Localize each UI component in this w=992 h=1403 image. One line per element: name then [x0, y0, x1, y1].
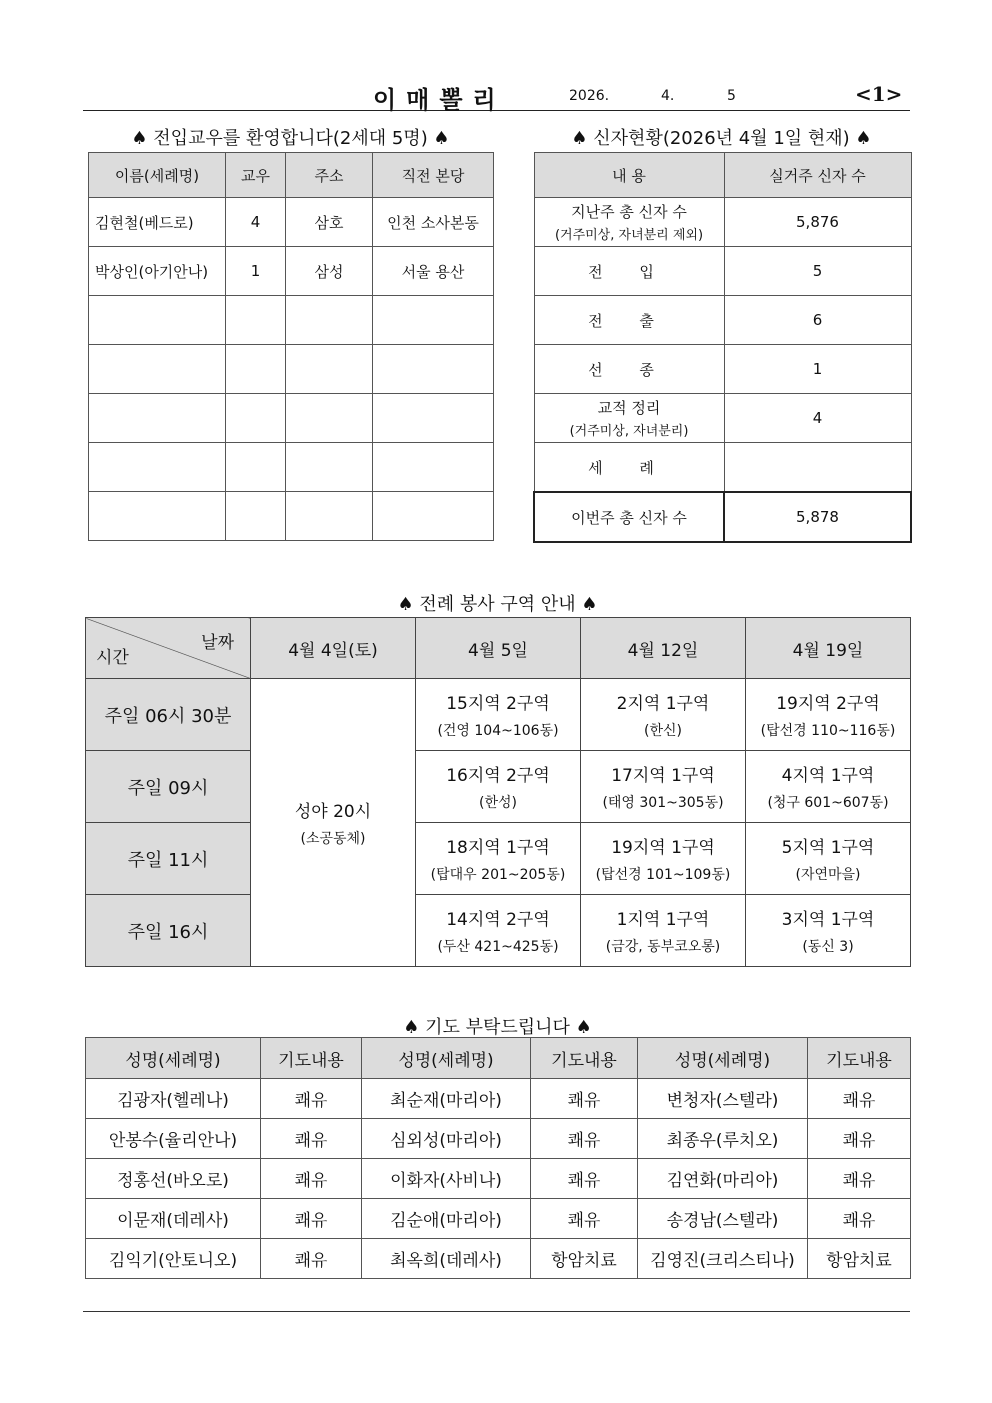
date-header: 4월 4일(토)	[251, 618, 416, 679]
last-week-label	[534, 198, 724, 247]
footer-divider	[83, 1311, 910, 1312]
corner-time-label: 시간	[96, 648, 129, 668]
cell-sub: (탑선경 110~116동)	[760, 723, 896, 739]
saturday-sub: (소공동체)	[300, 831, 366, 847]
header-prayer: 기도내용	[531, 1038, 638, 1079]
header-address: 주소	[286, 153, 373, 198]
header-prayer: 기도내용	[808, 1038, 911, 1079]
cell-sub: (탑선경 101~109동)	[595, 867, 731, 883]
table-row	[534, 394, 911, 443]
cleanup-label-text: 교적 정리	[597, 399, 661, 417]
cell-main: 5지역 1구역	[781, 838, 875, 858]
table-row	[534, 345, 911, 394]
last-week-note: (거주미상, 자녀분리 제외)	[554, 228, 704, 243]
prayer-intent: 항암치료	[808, 1239, 911, 1279]
this-week-label: 이번주 총 신자 수	[534, 492, 724, 542]
cell-main: 1지역 1구역	[616, 910, 710, 930]
service-cell	[746, 679, 911, 751]
cell-sub: (태영 301~305동)	[602, 795, 724, 811]
prayer-title: ♠ 기도 부탁드립니다 ♠	[403, 1017, 592, 1038]
person-name: 김광자(헬레나)	[86, 1079, 261, 1119]
cell-main: 15지역 2구역	[446, 694, 550, 714]
newcomers-header-row	[89, 153, 494, 198]
saturday-main: 성야 20시	[294, 802, 372, 822]
status-table	[533, 152, 912, 543]
service-cell	[416, 895, 581, 967]
person-name: 변청자(스텔라)	[638, 1079, 808, 1119]
table-row	[534, 443, 911, 493]
deceased-label: 선 종	[534, 345, 724, 394]
person-name: 김연화(마리아)	[638, 1159, 808, 1199]
cleanup-value: 4	[724, 394, 911, 443]
table-row	[86, 1199, 911, 1239]
status-header-row	[534, 153, 911, 198]
table-row	[86, 679, 911, 751]
service-cell	[416, 823, 581, 895]
cell-main: 17지역 1구역	[611, 766, 715, 786]
table-row	[86, 823, 911, 895]
baptism-value	[724, 443, 911, 493]
cell-sub: (청구 601~607동)	[767, 795, 889, 811]
cell-main: 19지역 2구역	[776, 694, 880, 714]
service-cell	[416, 679, 581, 751]
date-header: 4월 19일	[746, 618, 911, 679]
newcomer-name: 김현철(베드로)	[89, 198, 226, 247]
total-row	[534, 492, 911, 542]
prayer-intent: 쾌유	[261, 1079, 362, 1119]
prayer-header-row	[86, 1038, 911, 1079]
time-label: 주일 09시	[86, 751, 251, 823]
cell-sub: (동신 3)	[802, 939, 854, 955]
prayer-intent: 항암치료	[531, 1239, 638, 1279]
table-row	[86, 1159, 911, 1199]
cell-sub: (탑대우 201~205동)	[430, 867, 566, 883]
table-row	[86, 751, 911, 823]
person-name: 심외성(마리아)	[362, 1119, 531, 1159]
move-out-label: 전 출	[534, 296, 724, 345]
service-cell	[746, 751, 911, 823]
table-row	[86, 1079, 911, 1119]
prayer-intent: 쾌유	[531, 1119, 638, 1159]
this-week-value: 5,878	[724, 492, 911, 542]
time-label: 주일 16시	[86, 895, 251, 967]
person-name: 송경남(스텔라)	[638, 1199, 808, 1239]
move-in-label: 전 입	[534, 247, 724, 296]
newcomer-name: 박상인(아기안나)	[89, 247, 226, 296]
last-week-value: 5,876	[724, 198, 911, 247]
prayer-intent: 쾌유	[808, 1079, 911, 1119]
issue-month: 4.	[661, 88, 675, 104]
newcomer-parish: 서울 용산	[373, 247, 494, 296]
service-header-row	[86, 618, 911, 679]
corner-date-label: 날짜	[201, 633, 234, 653]
prayer-intent: 쾌유	[531, 1199, 638, 1239]
empty-row	[89, 296, 494, 345]
cell-main: 19지역 1구역	[611, 838, 715, 858]
cell-sub: (한신)	[644, 723, 682, 739]
person-name: 최순재(마리아)	[362, 1079, 531, 1119]
cell-sub: (건영 104~106동)	[437, 723, 559, 739]
newcomer-members: 4	[226, 198, 286, 247]
service-cell	[581, 679, 746, 751]
service-title: ♠ 전례 봉사 구역 안내 ♠	[397, 594, 598, 615]
prayer-intent: 쾌유	[808, 1159, 911, 1199]
empty-row	[89, 492, 494, 541]
header-content: 내 용	[534, 153, 724, 198]
cell-sub: (자연마을)	[795, 867, 861, 883]
prayer-intent: 쾌유	[808, 1119, 911, 1159]
cleanup-note: (거주미상, 자녀분리)	[569, 424, 689, 439]
person-name: 안봉수(율리안나)	[86, 1119, 261, 1159]
service-cell	[416, 751, 581, 823]
header-name: 성명(세례명)	[86, 1038, 261, 1079]
service-cell	[746, 895, 911, 967]
person-name: 이화자(사비나)	[362, 1159, 531, 1199]
table-row	[86, 895, 911, 967]
table-row	[86, 1239, 911, 1279]
issue-year: 2026.	[569, 88, 610, 104]
header-members: 교우	[226, 153, 286, 198]
newcomers-table	[88, 152, 494, 541]
move-in-value: 5	[724, 247, 911, 296]
move-out-value: 6	[724, 296, 911, 345]
prayer-intent: 쾌유	[261, 1159, 362, 1199]
time-label: 주일 06시 30분	[86, 679, 251, 751]
date-header: 4월 5일	[416, 618, 581, 679]
header-name: 성명(세례명)	[362, 1038, 531, 1079]
person-name: 김익기(안토니오)	[86, 1239, 261, 1279]
service-cell	[581, 751, 746, 823]
prayer-intent: 쾌유	[261, 1239, 362, 1279]
cell-main: 3지역 1구역	[781, 910, 875, 930]
header-name: 이름(세례명)	[89, 153, 226, 198]
cleanup-label	[534, 394, 724, 443]
prayer-intent: 쾌유	[531, 1159, 638, 1199]
time-label: 주일 11시	[86, 823, 251, 895]
table-row	[534, 296, 911, 345]
corner-cell	[86, 618, 251, 679]
header-name: 성명(세례명)	[638, 1038, 808, 1079]
prayer-intent: 쾌유	[531, 1079, 638, 1119]
page-header	[83, 80, 910, 114]
prayer-intent: 쾌유	[261, 1199, 362, 1239]
service-table	[85, 617, 911, 967]
table-row	[534, 247, 911, 296]
cell-main: 18지역 1구역	[446, 838, 550, 858]
cell-sub: (한성)	[479, 795, 517, 811]
deceased-value: 1	[724, 345, 911, 394]
person-name: 최옥희(데레사)	[362, 1239, 531, 1279]
table-row	[534, 198, 911, 247]
bulletin-title: 이매뽈리	[373, 85, 506, 114]
cell-main: 2지역 1구역	[616, 694, 710, 714]
cell-sub: (두산 421~425동)	[437, 939, 559, 955]
last-week-label-text: 지난주 총 신자 수	[571, 203, 687, 221]
newcomer-address: 삼성	[286, 247, 373, 296]
cell-main: 16지역 2구역	[446, 766, 550, 786]
table-row	[89, 247, 494, 296]
prayer-intent: 쾌유	[261, 1119, 362, 1159]
person-name: 김영진(크리스티나)	[638, 1239, 808, 1279]
person-name: 김순애(마리아)	[362, 1199, 531, 1239]
cell-sub: (금강, 동부코오롱)	[605, 939, 721, 955]
empty-row	[89, 394, 494, 443]
prayer-intent: 쾌유	[808, 1199, 911, 1239]
table-row	[89, 198, 494, 247]
newcomer-members: 1	[226, 247, 286, 296]
newcomer-parish: 인천 소사본동	[373, 198, 494, 247]
cell-main: 14지역 2구역	[446, 910, 550, 930]
person-name: 최종우(루치오)	[638, 1119, 808, 1159]
service-cell	[746, 823, 911, 895]
service-cell	[581, 823, 746, 895]
person-name: 이문재(데레사)	[86, 1199, 261, 1239]
saturday-cell	[251, 679, 416, 967]
newcomers-title: ♠ 전입교우를 환영합니다(2세대 5명) ♠	[131, 128, 450, 149]
newcomer-address: 삼호	[286, 198, 373, 247]
page-number: <1>	[855, 82, 903, 106]
status-title: ♠ 신자현황(2026년 4월 1일 현재) ♠	[571, 128, 872, 149]
header-prayer: 기도내용	[261, 1038, 362, 1079]
header-resident-count: 실거주 신자 수	[724, 153, 911, 198]
cell-main: 4지역 1구역	[781, 766, 875, 786]
date-header: 4월 12일	[581, 618, 746, 679]
header-previous-parish: 직전 본당	[373, 153, 494, 198]
table-row	[86, 1119, 911, 1159]
empty-row	[89, 345, 494, 394]
service-cell	[581, 895, 746, 967]
prayer-table	[85, 1037, 911, 1279]
empty-row	[89, 443, 494, 492]
issue-day: 5	[727, 88, 736, 104]
baptism-label: 세 례	[534, 443, 724, 493]
person-name: 정홍선(바오로)	[86, 1159, 261, 1199]
